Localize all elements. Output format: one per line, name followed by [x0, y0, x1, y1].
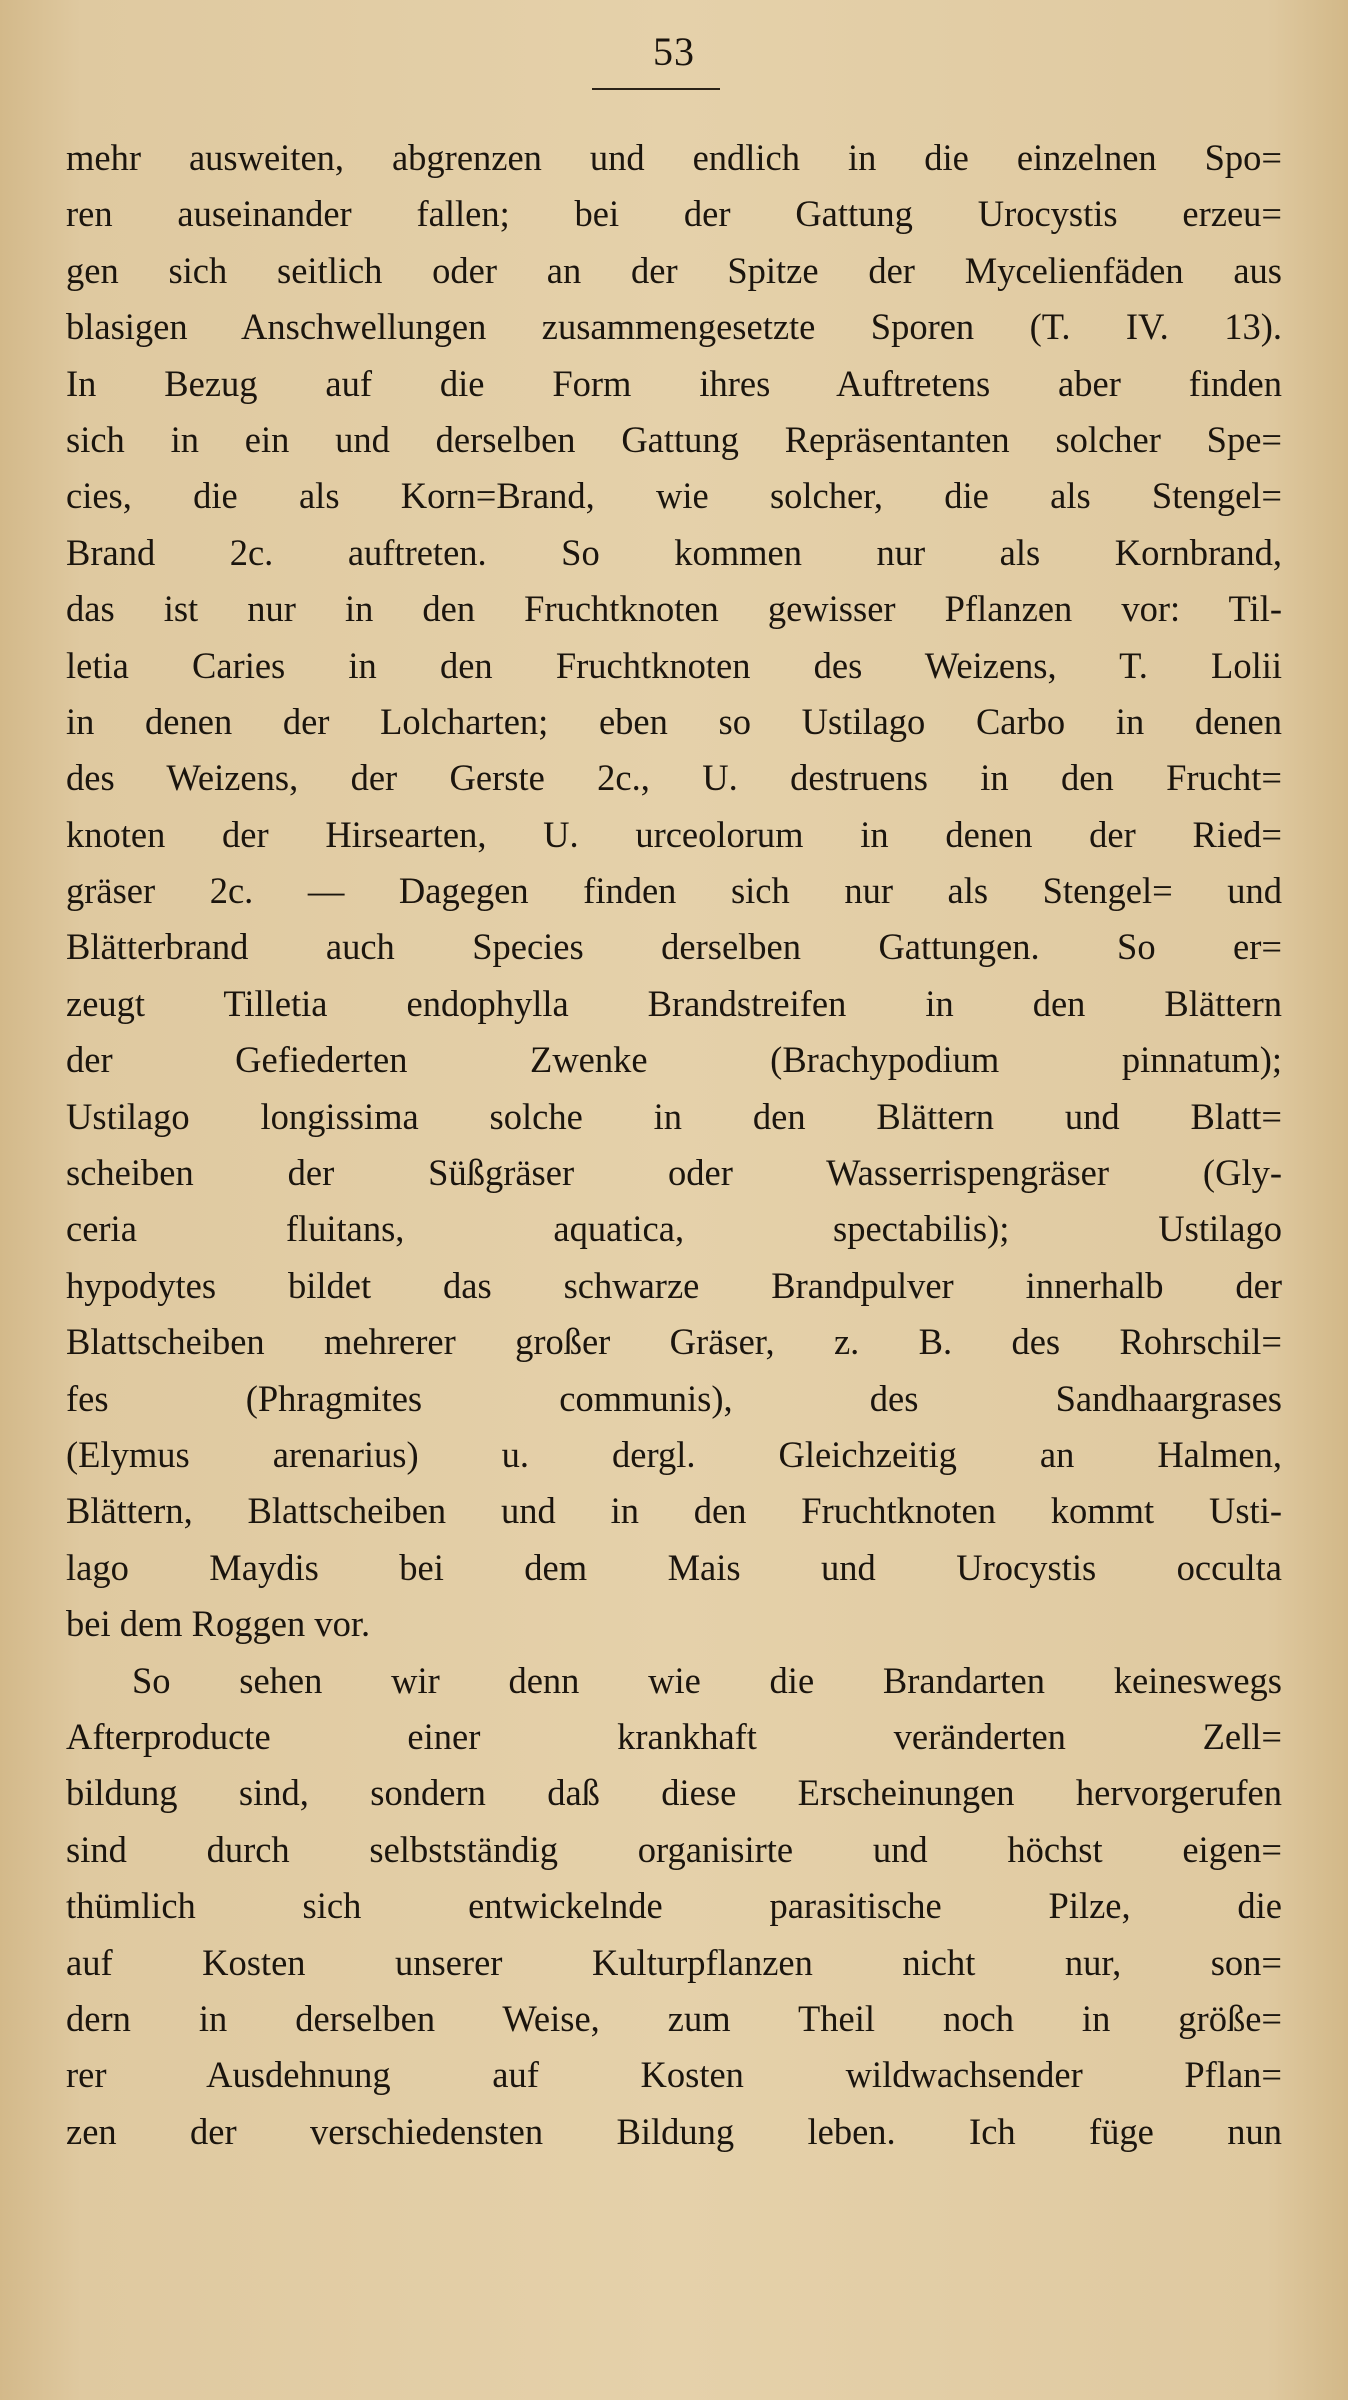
- text-line: lago Maydis bei dem Mais und Urocystis occulta: [66, 1546, 1282, 1588]
- text-line: das ist nur in den Fruchtknoten gewisser Pflanzen vor: Til-: [66, 588, 1282, 630]
- text-line: in denen der Lolcharten; eben so Ustilago Carbo in denen: [66, 700, 1282, 742]
- text-line: auf Kosten unserer Kulturpflanzen nicht nur, son=: [66, 1941, 1282, 1983]
- text-line: In Bezug auf die Form ihres Auftretens aber finden: [66, 362, 1282, 404]
- text-line: bildung sind, sondern daß diese Erscheinungen hervorgerufen: [66, 1772, 1282, 1814]
- text-line: sich in ein und derselben Gattung Repräsentanten solcher Spe=: [66, 418, 1282, 460]
- text-line: (Elymus arenarius) u. dergl. Gleichzeitig an Halmen,: [66, 1433, 1282, 1475]
- text-line: der Gefiederten Zwenke (Brachypodium pinnatum);: [66, 1039, 1282, 1081]
- text-line: letia Caries in den Fruchtknoten des Weizens, T. Lolii: [66, 644, 1282, 686]
- text-line: mehr ausweiten, abgrenzen und endlich in die einzelnen Spo=: [66, 137, 1282, 178]
- text-line: bei dem Roggen vor.: [66, 1603, 371, 1645]
- text-line: zen der verschiedensten Bildung leben. Ich füge nun: [66, 2110, 1282, 2152]
- text-line: Afterproducte einer krankhaft veränderten Zell=: [66, 1715, 1282, 1757]
- text-line: sind durch selbstständig organisirte und höchst eigen=: [66, 1828, 1282, 1870]
- text-line: Blattscheiben mehrerer großer Gräser, z. B. des Rohrschil=: [66, 1321, 1282, 1363]
- text-line: gräser 2c. — Dagegen finden sich nur als Stengel= und: [66, 870, 1282, 912]
- text-line: Blättern, Blattscheiben und in den Fruchtknoten kommt Usti-: [66, 1490, 1282, 1532]
- text-line: fes (Phragmites communis), des Sandhaargrases: [66, 1377, 1282, 1419]
- text-line: knoten der Hirsearten, U. urceolorum in denen der Ried=: [66, 813, 1282, 855]
- text-line: Ustilago longissima solche in den Blättern und Blatt=: [66, 1095, 1282, 1137]
- text-line: scheiben der Süßgräser oder Wasserrispengräser (Gly-: [66, 1152, 1282, 1194]
- body-text: [66, 130, 1282, 2160]
- text-line: ren auseinander fallen; bei der Gattung Urocystis erzeu=: [66, 193, 1282, 235]
- text-line: zeugt Tilletia endophylla Brandstreifen in den Blättern: [66, 982, 1282, 1024]
- text-line: gen sich seitlich oder an der Spitze der Mycelienfäden aus: [66, 249, 1282, 291]
- page-number: 53: [653, 29, 695, 74]
- text-line: hypodytes bildet das schwarze Brandpulver innerhalb der: [66, 1264, 1282, 1306]
- text-line: cies, die als Korn=Brand, wie solcher, die als Stengel=: [66, 475, 1282, 517]
- text-line: So sehen wir denn wie die Brandarten keineswegs: [132, 1659, 1282, 1701]
- text-line: thümlich sich entwickelnde parasitische Pilze, die: [66, 1885, 1282, 1927]
- text-line: des Weizens, der Gerste 2c., U. destruens in den Frucht=: [66, 757, 1282, 799]
- text-line: dern in derselben Weise, zum Theil noch in größe=: [66, 1997, 1282, 2039]
- text-line: rer Ausdehnung auf Kosten wildwachsender Pflan=: [66, 2054, 1282, 2096]
- text-line: ceria fluitans, aquatica, spectabilis); Ustilago: [66, 1208, 1282, 1250]
- text-line: Brand 2c. auftreten. So kommen nur als Kornbrand,: [66, 531, 1282, 573]
- header-rule: [592, 88, 720, 90]
- text-line: Blätterbrand auch Species derselben Gattungen. So er=: [66, 926, 1282, 968]
- text-line: blasigen Anschwellungen zusammengesetzte Sporen (T. IV. 13).: [66, 306, 1282, 348]
